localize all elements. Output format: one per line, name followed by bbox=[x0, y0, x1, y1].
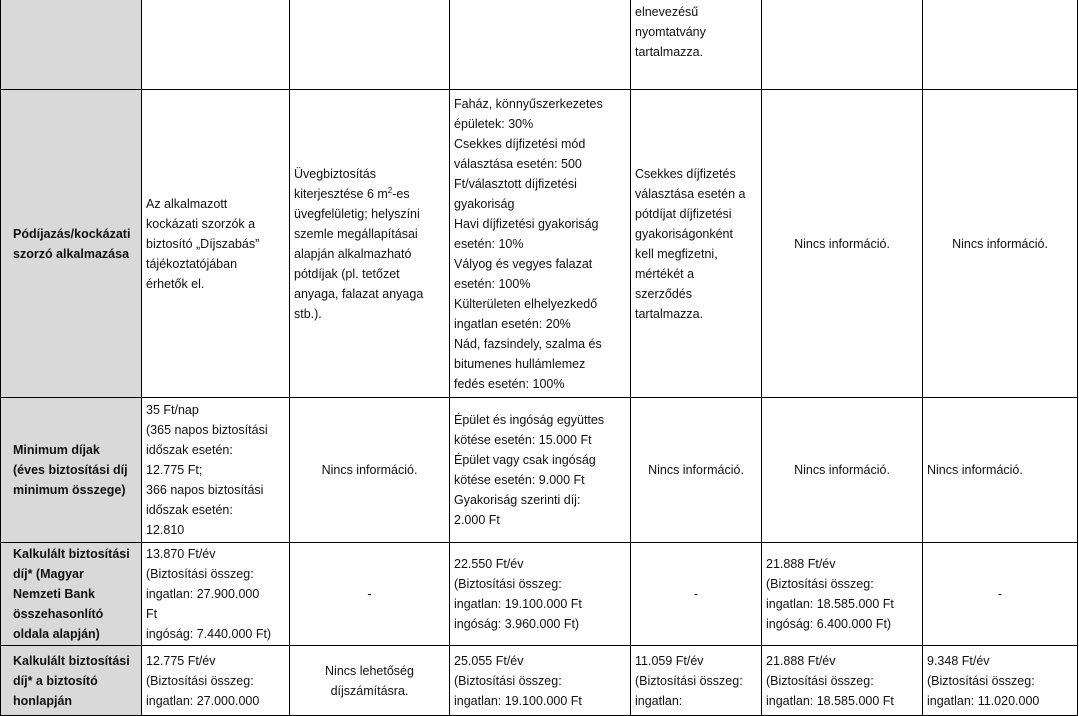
cell-line: tartalmazza. bbox=[635, 306, 704, 321]
cell-line: Külterületen elhelyezkedő bbox=[454, 296, 598, 311]
cell-line: Csekkes díjfizetési mód bbox=[454, 136, 586, 151]
table-row bbox=[1, 398, 1078, 543]
cell-line: pótdíjat díjfizetési bbox=[635, 206, 732, 221]
table-cell: Nincs információ. bbox=[923, 90, 1078, 398]
cell-line: tájékoztatójában bbox=[146, 256, 238, 271]
row-header-cell bbox=[1, 646, 142, 716]
cell-line: kell megfizetni, bbox=[635, 246, 718, 261]
cell-line: díj* (Magyar bbox=[13, 567, 84, 581]
cell-line: tartalmazza. bbox=[635, 45, 704, 59]
cell-line: (Biztosítási összeg: bbox=[927, 673, 1035, 688]
table-cell bbox=[450, 90, 631, 398]
table-cell bbox=[142, 398, 290, 543]
table-cell bbox=[923, 646, 1078, 716]
cell-line: ingatlan: 27.000.000 bbox=[146, 693, 260, 708]
cell-line: ingatlan: 18.585.000 Ft bbox=[766, 693, 894, 708]
cell-line: Ft bbox=[146, 607, 158, 621]
cell-line: Kalkulált biztosítási bbox=[13, 547, 130, 561]
cell-line: 13.870 Ft/év bbox=[146, 547, 216, 561]
table-cell bbox=[762, 646, 923, 716]
cell-line: 12.810 bbox=[146, 523, 185, 537]
cell-line: ingatlan: 18.585.000 Ft bbox=[766, 597, 894, 611]
cell-line: időszak esetén: bbox=[146, 503, 233, 517]
cell-line: alapján alkalmazható bbox=[294, 246, 412, 261]
table-cell bbox=[450, 0, 631, 90]
table-cell bbox=[142, 0, 290, 90]
cell-line: Pódíjazás/kockázati bbox=[13, 226, 131, 241]
table-cell bbox=[450, 543, 631, 646]
cell-line: gyakoriságonként bbox=[635, 226, 733, 241]
cell-line: 22.550 Ft/év bbox=[454, 557, 524, 571]
cell-line: 2.000 Ft bbox=[454, 513, 500, 527]
cell-line: kiterjesztése 6 $m^2-es$ bbox=[294, 185, 410, 201]
table-row bbox=[1, 543, 1078, 646]
cell-line: épületek: 30% bbox=[454, 116, 534, 131]
cell-line: Minimum díjak bbox=[13, 443, 100, 457]
cell-line: esetén: 100% bbox=[454, 276, 531, 291]
cell-line: kockázati szorzók a bbox=[146, 216, 256, 231]
cell-line: mértékét a bbox=[635, 266, 695, 281]
cell-line: Kalkulált biztosítási bbox=[13, 653, 130, 668]
superscript: 2 bbox=[387, 185, 393, 195]
cell-line: Ft/választott díjfizetési bbox=[454, 176, 577, 191]
table-cell bbox=[762, 0, 923, 90]
cell-line: gyakoriság bbox=[454, 196, 515, 211]
table-row bbox=[1, 646, 1078, 716]
cell-line: ingatlan: bbox=[635, 693, 683, 708]
row-header-cell bbox=[1, 398, 142, 543]
table-row bbox=[1, 90, 1078, 398]
cell-line: 21.888 Ft/év bbox=[766, 653, 836, 668]
cell-line: ingóság: 6.400.000 Ft) bbox=[766, 617, 892, 631]
cell-line: választása esetén a bbox=[635, 186, 746, 201]
cell-line: biztosító „Díjszabás” bbox=[146, 236, 260, 251]
cell-line: díj* a biztosító bbox=[13, 673, 98, 688]
cell-line: Nemzeti Bank bbox=[13, 587, 95, 601]
cell-line: Gyakoriság szerinti díj: bbox=[454, 493, 581, 507]
cell-line: honlapján bbox=[13, 693, 73, 708]
row-header-cell bbox=[1, 90, 142, 398]
table-cell bbox=[631, 646, 762, 716]
cell-line: érhetők el. bbox=[146, 276, 205, 291]
table-cell: Nincs információ. bbox=[762, 398, 923, 543]
table-cell bbox=[142, 543, 290, 646]
table-cell bbox=[631, 90, 762, 398]
cell-line: 21.888 Ft/év bbox=[766, 557, 836, 571]
table-cell: - bbox=[923, 543, 1078, 646]
cell-line: ingatlan: 27.900.000 bbox=[146, 587, 260, 601]
table-cell: Nincs információ. bbox=[762, 90, 923, 398]
cell-line: 12.775 Ft; bbox=[146, 463, 203, 477]
cell-line: elnevezésű bbox=[635, 5, 699, 19]
table-cell bbox=[142, 646, 290, 716]
cell-line: ingatlan: 11.020.000 bbox=[927, 693, 1040, 708]
table-cell bbox=[762, 543, 923, 646]
cell-line: 11.059 Ft/év bbox=[635, 653, 704, 668]
cell-line: pótdíjak (pl. tetőzet bbox=[294, 266, 400, 281]
table-cell: Nincs információ. bbox=[923, 398, 1078, 543]
cell-line: ingatlan esetén: 20% bbox=[454, 316, 571, 331]
table-cell bbox=[290, 90, 450, 398]
cell-line: ingóság: 3.960.000 Ft) bbox=[454, 617, 580, 631]
table-cell bbox=[290, 646, 450, 716]
cell-line: kötése esetén: 15.000 Ft bbox=[454, 433, 592, 447]
cell-line: ingatlan: 19.100.000 Ft bbox=[454, 597, 582, 611]
cell-line: (Biztosítási összeg: bbox=[146, 673, 254, 688]
cell-line: minimum összege) bbox=[13, 483, 126, 497]
cell-line: 9.348 Ft/év bbox=[927, 653, 990, 668]
cell-line: szerződés bbox=[635, 286, 692, 301]
table-cell bbox=[290, 0, 450, 90]
cell-line: (Biztosítási összeg: bbox=[454, 673, 562, 688]
cell-line: (365 napos biztosítási bbox=[146, 423, 268, 437]
table-row bbox=[1, 0, 1078, 90]
cell-line: Az alkalmazott bbox=[146, 196, 228, 211]
cell-line: összehasonlító bbox=[13, 607, 104, 621]
table-cell bbox=[142, 90, 290, 398]
cell-line: Faház, könnyűszerkezetes bbox=[454, 96, 603, 111]
cell-line: Nád, fazsindely, szalma és bbox=[454, 336, 602, 351]
table-cell bbox=[631, 0, 762, 90]
cell-line: Épület vagy csak ingóság bbox=[454, 453, 596, 467]
cell-line: esetén: 10% bbox=[454, 236, 524, 251]
cell-line: (Biztosítási összeg: bbox=[766, 673, 874, 688]
table-cell bbox=[450, 398, 631, 543]
cell-line: kötése esetén: 9.000 Ft bbox=[454, 473, 585, 487]
cell-line: (Biztosítási összeg: bbox=[766, 577, 874, 591]
cell-line: Nincs lehetőség bbox=[325, 663, 414, 678]
cell-line: (Biztosítási összeg: bbox=[454, 577, 562, 591]
cell-line: Épület és ingóság együttes bbox=[454, 413, 605, 427]
table-cell bbox=[923, 0, 1078, 90]
cell-line: (Biztosítási összeg: bbox=[146, 567, 254, 581]
cell-line: ingatlan: 19.100.000 Ft bbox=[454, 693, 582, 708]
cell-line: díjszámításra. bbox=[330, 683, 409, 698]
cell-line: fedés esetén: 100% bbox=[454, 376, 565, 391]
table-cell bbox=[450, 646, 631, 716]
cell-line: Csekkes díjfizetés bbox=[635, 166, 736, 181]
cell-line: 366 napos biztosítási bbox=[146, 483, 264, 497]
cell-line: szorzó alkalmazása bbox=[13, 246, 130, 261]
cell-line: Vályog és vegyes falazat bbox=[454, 256, 593, 271]
table-cell: Nincs információ. bbox=[290, 398, 450, 543]
table-cell: - bbox=[631, 543, 762, 646]
cell-line: üvegfelületig; helyszíni bbox=[294, 206, 420, 221]
cell-line: 35 Ft/nap bbox=[146, 403, 199, 417]
cell-line: Üvegbiztosítás bbox=[294, 166, 376, 181]
cell-line: (Biztosítási összeg: bbox=[635, 673, 743, 688]
cell-line: stb.). bbox=[294, 306, 322, 321]
cell-line: ingóság: 7.440.000 Ft) bbox=[146, 627, 272, 641]
cell-lines-group bbox=[294, 204, 445, 324]
row-header-cell bbox=[1, 543, 142, 646]
table-cell: - bbox=[290, 543, 450, 646]
table-cell: Nincs információ. bbox=[631, 398, 762, 543]
cell-line: 25.055 Ft/év bbox=[454, 653, 524, 668]
row-header-cell bbox=[1, 0, 142, 90]
cell-line: (éves biztosítási díj bbox=[13, 463, 128, 477]
cell-line: 12.775 Ft/év bbox=[146, 653, 216, 668]
cell-line: Havi díjfizetési gyakoriság bbox=[454, 216, 599, 231]
cell-line: választása esetén: 500 bbox=[454, 156, 582, 171]
cell-line: oldala alapján) bbox=[13, 627, 100, 641]
cell-line: szemle megállapításai bbox=[294, 226, 418, 241]
cell-line: időszak esetén: bbox=[146, 443, 233, 457]
cell-line: anyaga, falazat anyaga bbox=[294, 286, 424, 301]
cell-line: bitumenes hullámlemez bbox=[454, 356, 586, 371]
cell-line: nyomtatvány bbox=[635, 25, 706, 39]
